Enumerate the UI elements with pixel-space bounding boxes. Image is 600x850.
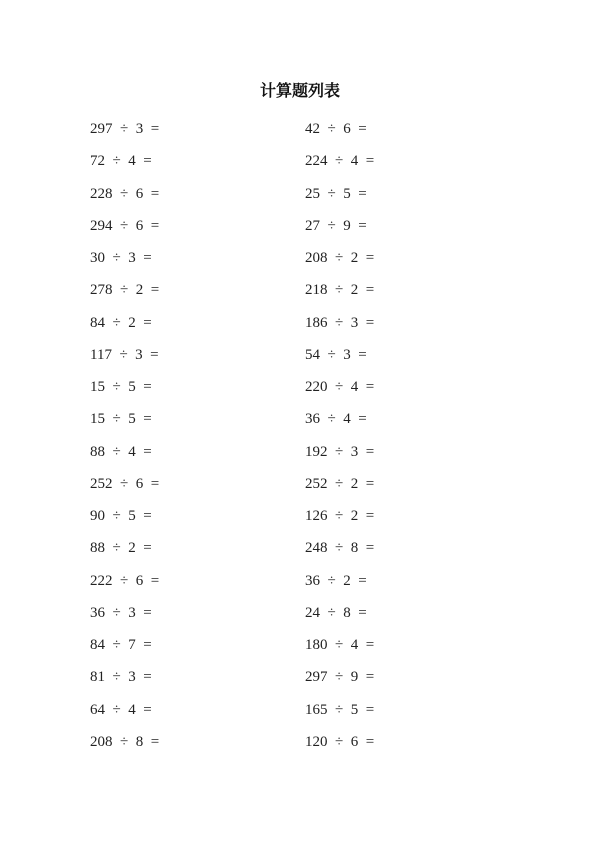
left-problem-column xyxy=(90,119,159,764)
division-problem: 24 ÷ 8 = xyxy=(305,604,367,621)
division-problem: 208 ÷ 2 = xyxy=(305,250,375,266)
division-problem: 90 ÷ 5 = xyxy=(90,508,152,524)
division-problem: 27 ÷ 9 = xyxy=(305,217,367,234)
division-problem: 218 ÷ 2 = xyxy=(305,282,375,299)
division-problem: 88 ÷ 4 = xyxy=(90,443,152,460)
division-problem: 228 ÷ 6 = xyxy=(90,185,160,202)
division-problem: 117 ÷ 3 = xyxy=(90,346,159,363)
division-problem: 54 ÷ 3 = xyxy=(305,346,367,363)
division-problem: 88 ÷ 2 = xyxy=(90,540,152,557)
division-problem: 36 ÷ 3 = xyxy=(90,604,152,621)
division-problem: 15 ÷ 5 = xyxy=(90,411,152,428)
division-problem: 186 ÷ 3 = xyxy=(305,314,375,331)
right-problem-column xyxy=(305,119,374,764)
division-problem: 294 ÷ 6 = xyxy=(90,217,160,234)
division-problem: 25 ÷ 5 = xyxy=(305,185,367,202)
division-problem: 15 ÷ 5 = xyxy=(90,379,152,395)
division-problem: 30 ÷ 3 = xyxy=(90,250,152,266)
division-problem: 297 ÷ 9 = xyxy=(305,669,375,686)
division-problem: 224 ÷ 4 = xyxy=(305,153,375,170)
division-problem: 248 ÷ 8 = xyxy=(305,540,375,557)
division-problem: 84 ÷ 2 = xyxy=(90,314,152,331)
division-problem: 222 ÷ 6 = xyxy=(90,572,160,589)
division-problem: 36 ÷ 4 = xyxy=(305,411,367,428)
division-problem: 252 ÷ 6 = xyxy=(90,475,160,492)
division-problem: 42 ÷ 6 = xyxy=(305,121,367,137)
division-problem: 278 ÷ 2 = xyxy=(90,282,160,299)
division-problem: 165 ÷ 5 = xyxy=(305,701,375,718)
division-problem: 36 ÷ 2 = xyxy=(305,572,367,589)
division-problem: 220 ÷ 4 = xyxy=(305,379,375,395)
page-title: 计算题列表 xyxy=(259,81,340,100)
division-problem: 120 ÷ 6 = xyxy=(305,733,375,750)
division-problem: 192 ÷ 3 = xyxy=(305,443,375,460)
division-problem: 126 ÷ 2 = xyxy=(305,508,375,524)
division-problem: 84 ÷ 7 = xyxy=(90,637,152,653)
division-problem: 208 ÷ 8 = xyxy=(90,733,160,750)
division-problem: 81 ÷ 3 = xyxy=(90,669,152,686)
division-problem: 252 ÷ 2 = xyxy=(305,475,375,492)
division-problem: 72 ÷ 4 = xyxy=(90,153,152,170)
division-problem: 297 ÷ 3 = xyxy=(90,121,160,137)
division-problem: 180 ÷ 4 = xyxy=(305,637,375,653)
division-problem: 64 ÷ 4 = xyxy=(90,701,152,718)
